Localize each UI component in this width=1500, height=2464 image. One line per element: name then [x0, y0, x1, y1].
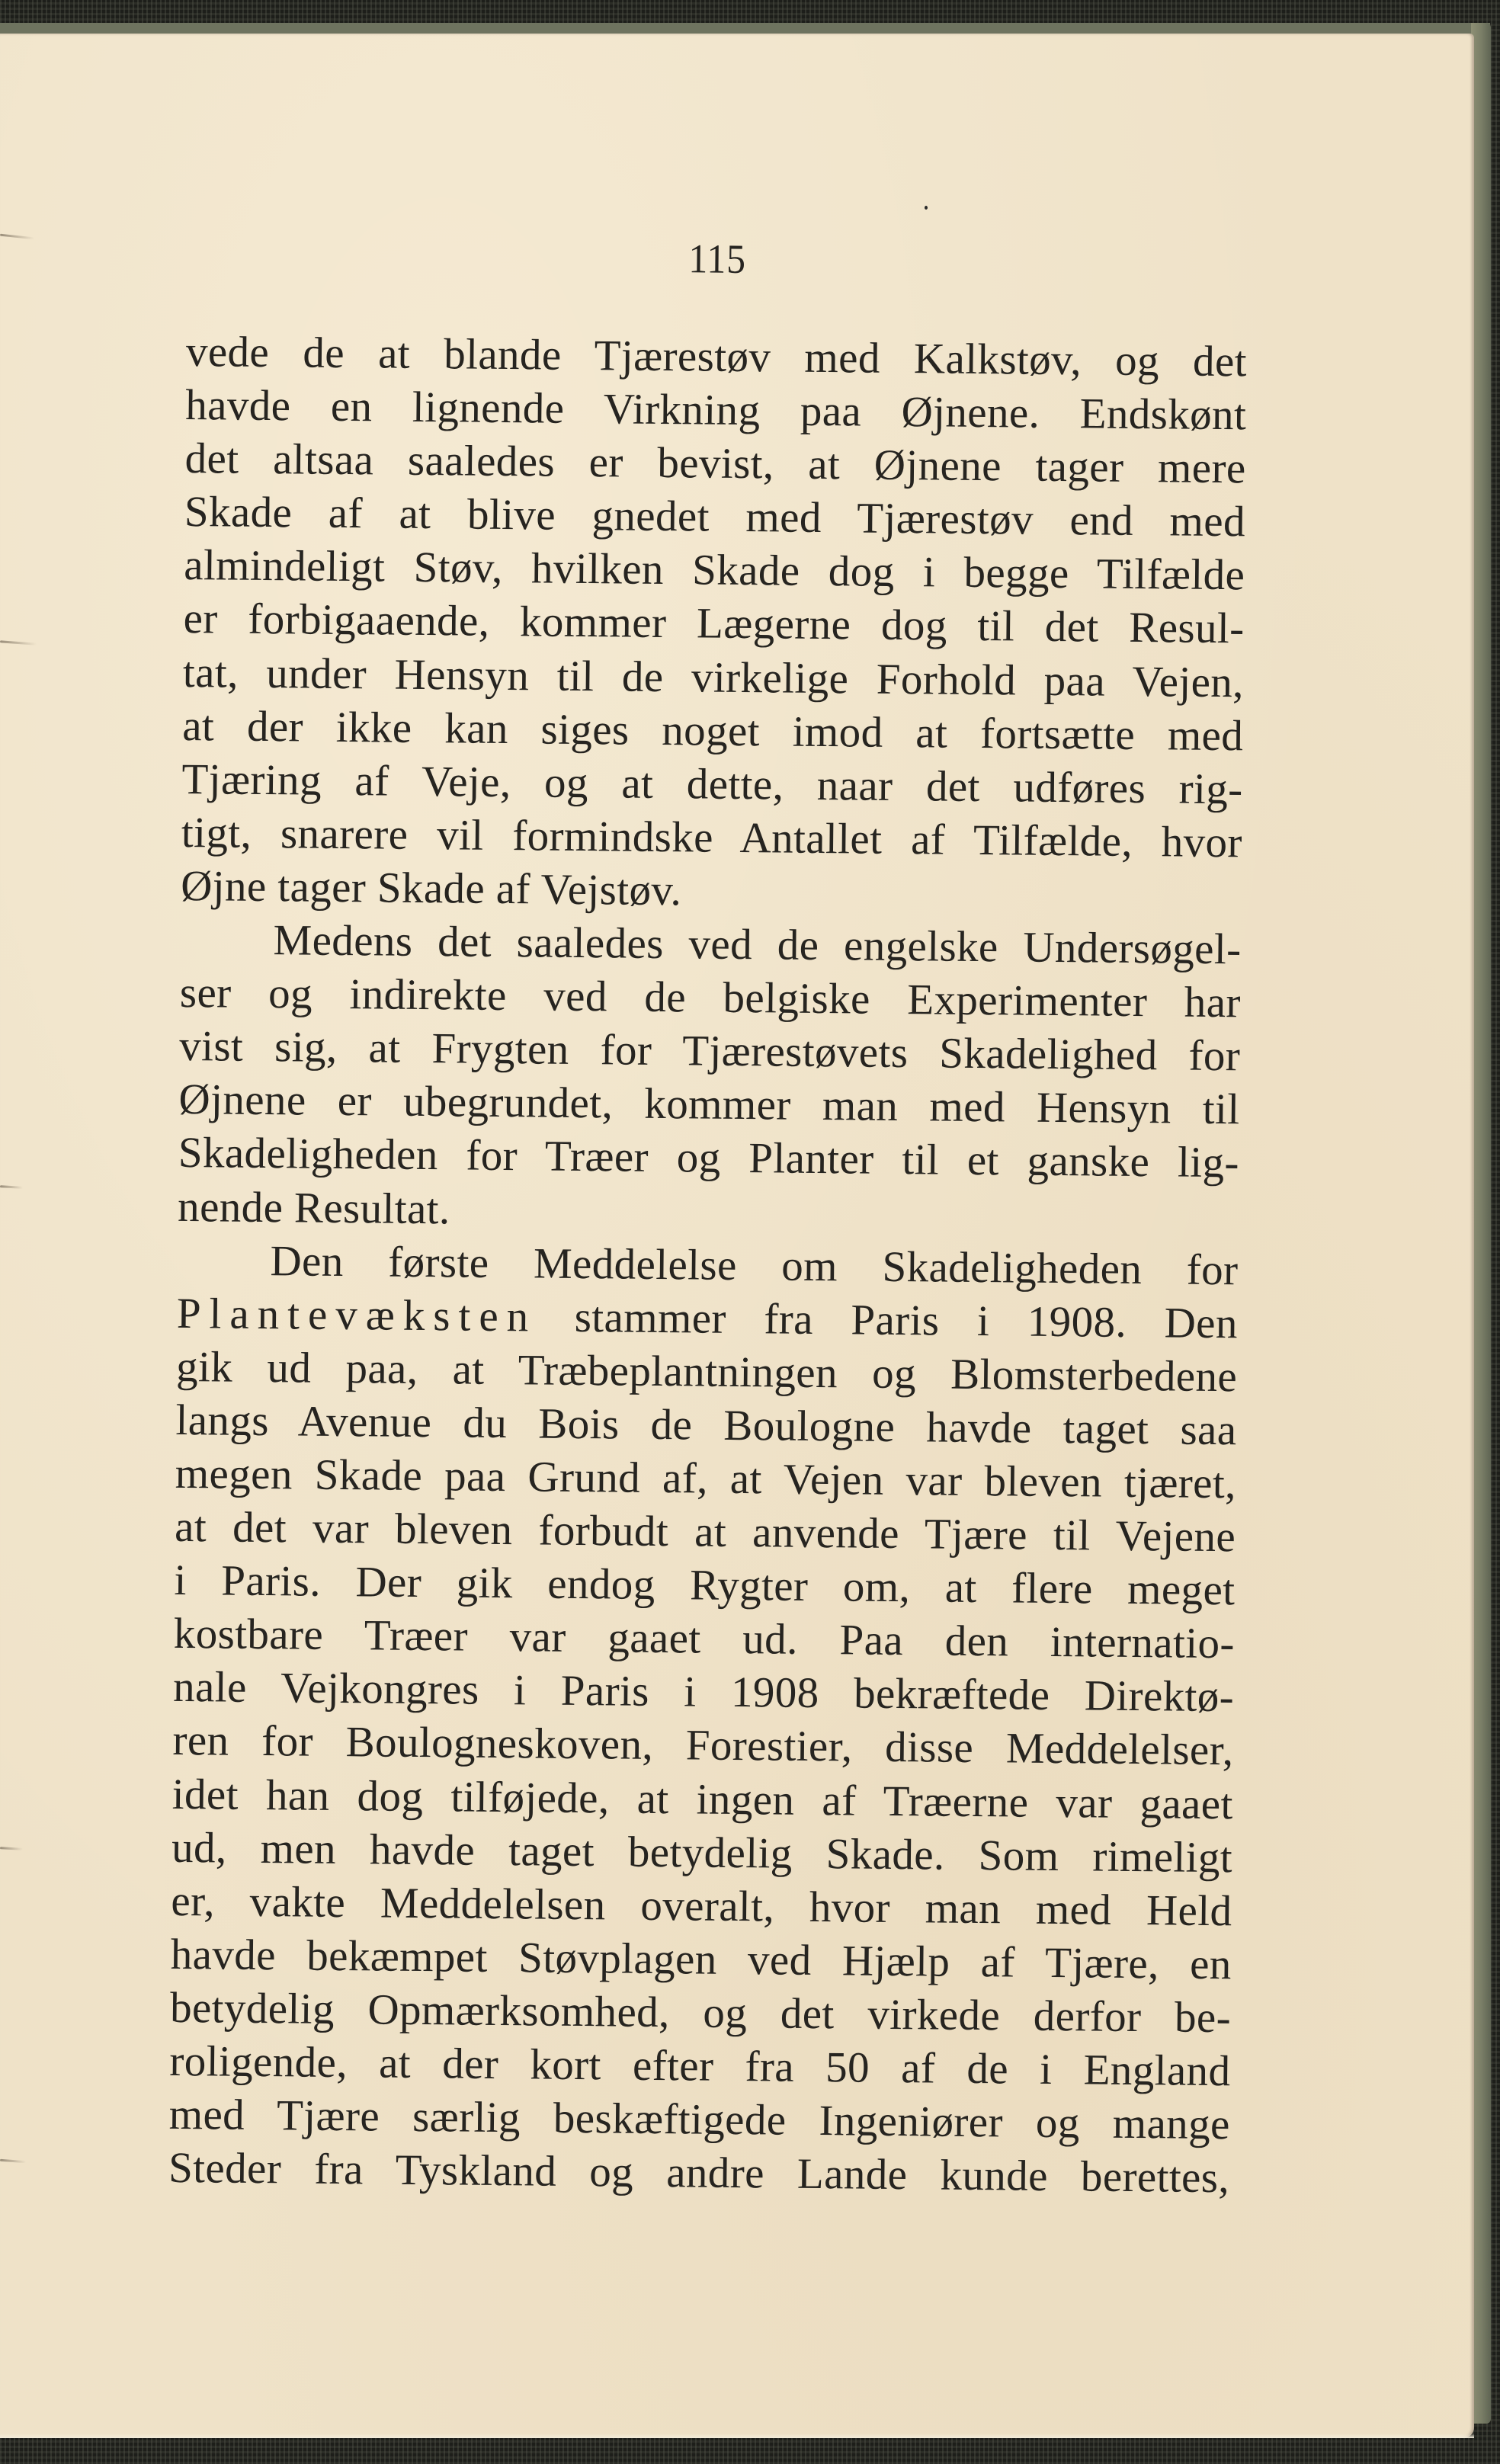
- ink-speck: [925, 206, 928, 210]
- emphasized-word: Plantevæksten: [176, 1289, 537, 1341]
- text-line: gik ud paa, at Træbeplantningen og Blomsterbedene: [175, 1342, 1238, 1402]
- text-line-spaced-emphasis: [177, 1287, 1239, 1351]
- text-line: med Tjære særlig beskæftigede Ingeniører og mange: [168, 2090, 1231, 2149]
- text-line: ren for Boulogneskoven, Forestier, disse Meddelelser,: [172, 1716, 1234, 1775]
- text-line: betydelig Opmærksomhed, og det virkede derfor be-: [169, 1983, 1232, 2043]
- text-line: kostbare Træer var gaaet ud. Paa den internatio-: [173, 1610, 1236, 1668]
- text-line: langs Avenue du Bois de Boulogne havde taget saa: [175, 1395, 1237, 1455]
- page-number: 115: [688, 236, 747, 283]
- text-line-paragraph-start: Medens det saaledes ved de engelske Undersøgel-: [273, 916, 1242, 974]
- text-line-paragraph-end: nende Resultat.: [177, 1182, 450, 1233]
- text-line: vist sig, at Frygten for Tjærestøvets Skadelighed for: [178, 1022, 1241, 1081]
- text-line-paragraph-end: Øjne tager Skade af Vejstøv.: [180, 861, 682, 915]
- text-line: Øjnene er ubegrundet, kommer man med Hensyn til: [178, 1075, 1240, 1134]
- text-line: Tjæring af Veje, og at dette, naar det udføres rig-: [181, 755, 1243, 814]
- text-line: havde bekæmpet Støvplagen ved Hjælp af Tjære, en: [170, 1930, 1232, 1989]
- text-line: tigt, snarere vil formindske Antallet af Tilfælde, hvor: [181, 808, 1243, 867]
- page-bottom-edge: [0, 2434, 1474, 2438]
- book-page: [0, 34, 1474, 2438]
- text-line: at der ikke kan siges noget imod at fortsætte med: [181, 701, 1244, 760]
- text-line: roligende, at der kort efter fra 50 af de i England: [169, 2036, 1231, 2096]
- text-line: at det var bleven forbudt at anvende Tjære til Vejene: [174, 1502, 1236, 1562]
- text-block: [168, 34, 1250, 2203]
- text-line: vede de at blande Tjærestøv med Kalkstøv, og det: [185, 327, 1248, 386]
- page-crease: [0, 2159, 26, 2163]
- text-line: Steder fra Tyskland og andre Lande kunde berettes,: [168, 2144, 1230, 2203]
- text-line: Skadeligheden for Træer og Planter til et ganske lig-: [178, 1129, 1240, 1187]
- text-line: idet han dog tilføjede, at ingen af Træerne var gaaet: [171, 1770, 1234, 1828]
- text-line: ud, men havde taget betydelig Skade. Som rimeligt: [171, 1823, 1233, 1882]
- text-line: nale Vejkongres i Paris i 1908 bekræftede Direktø-: [172, 1663, 1235, 1722]
- text-line: almindeligt Støv, hvilken Skade dog i begge Tilfælde: [183, 541, 1245, 600]
- text-line: ser og indirekte ved de belgiske Experimenter har: [179, 969, 1242, 1027]
- page-crease: [0, 1847, 23, 1850]
- text-line: er, vakte Meddelelsen overalt, hvor man med Held: [171, 1876, 1232, 1935]
- text-line: Skade af at blive gnedet med Tjærestøv end med: [184, 488, 1246, 546]
- text-line: havde en lignende Virkning paa Øjnene. Endskønt: [185, 381, 1247, 440]
- text-line: det altsaa saaledes er bevist, at Øjnene tager mere: [184, 434, 1246, 493]
- body-text: [168, 325, 1247, 2206]
- text-line: tat, under Hensyn til de virkelige Forhold paa Vejen,: [182, 648, 1245, 707]
- text-line: er forbigaaende, kommer Lægerne dog til det Resul-: [183, 594, 1245, 653]
- page-crease: [0, 640, 37, 645]
- text-line: i Paris. Der gik endog Rygter om, at flere meget: [174, 1556, 1236, 1615]
- text-line: megen Skade paa Grund af, at Vejen var bleven tjæret,: [175, 1449, 1237, 1508]
- text-line-paragraph-start: Den første Meddelelse om Skadeligheden for: [270, 1236, 1239, 1294]
- text-line-rest: stammer fra Paris i 1908. Den: [574, 1293, 1239, 1347]
- page-crease: [0, 1185, 23, 1189]
- page-crease: [0, 234, 34, 240]
